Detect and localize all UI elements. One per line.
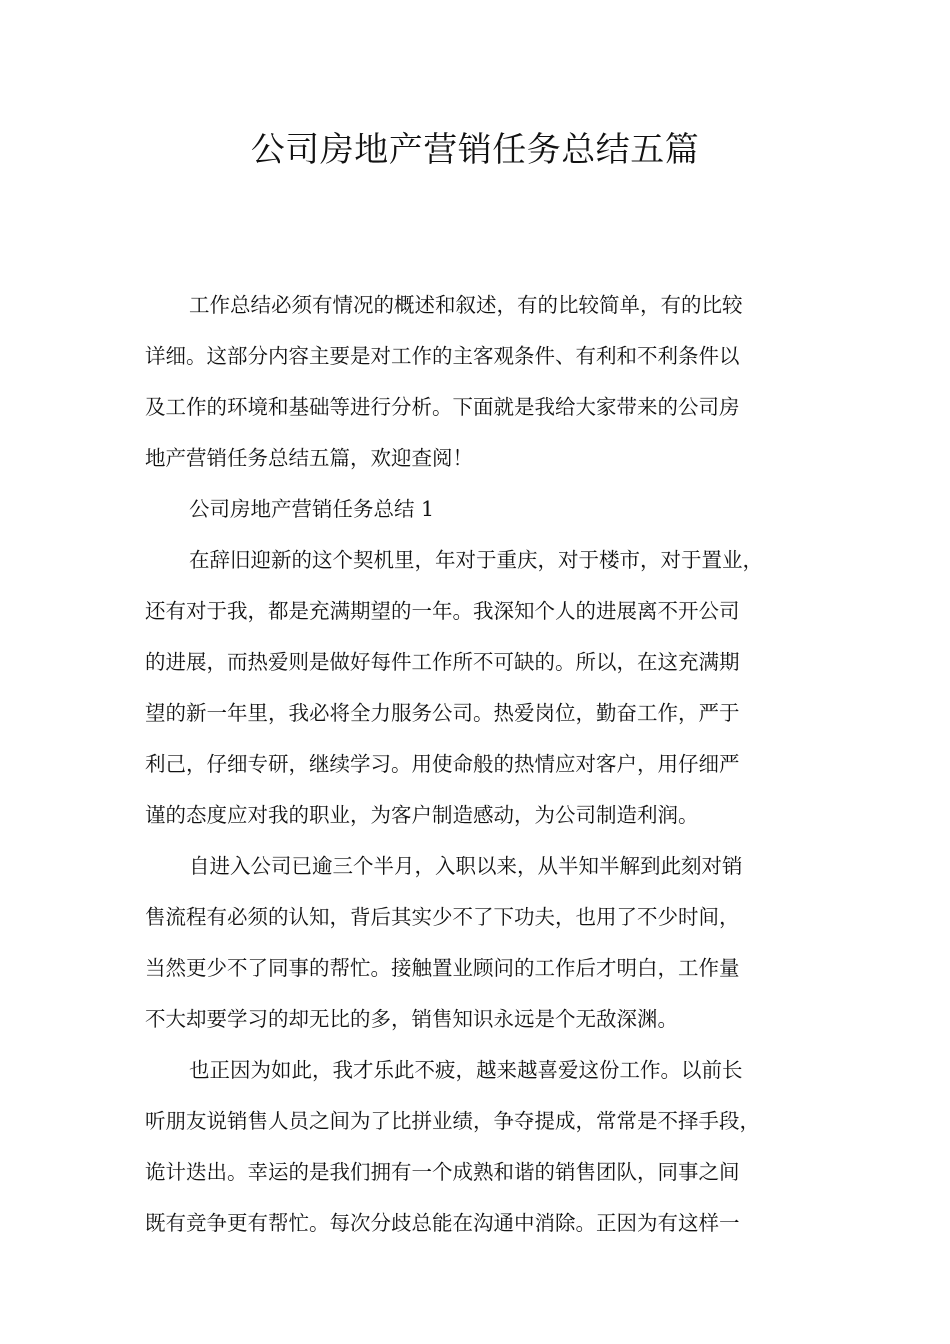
text-line: 利己，仔细专研，继续学习。用使命般的热情应对客户，用仔细严	[145, 752, 740, 776]
paragraph-body	[145, 535, 825, 841]
text-line: 既有竞争更有帮忙。每次分歧总能在沟通中消除。正因为有这样一	[145, 1211, 740, 1235]
text-line: 在辞旧迎新的这个契机里，年对于重庆，对于楼市，对于置业，	[189, 548, 763, 572]
text-line: 当然更少不了同事的帮忙。接触置业顾问的工作后才明白，工作量	[145, 956, 740, 980]
text-line: 及工作的环境和基础等进行分析。下面就是我给大家带来的公司房	[145, 395, 740, 419]
section-heading-text: 公司房地产营销任务总结 1	[189, 497, 435, 521]
text-line: 工作总结必须有情况的概述和叙述，有的比较简单，有的比较	[189, 293, 743, 317]
text-line: 听朋友说销售人员之间为了比拼业绩，争夺提成，常常是不择手段，	[145, 1109, 760, 1133]
text-line: 详细。这部分内容主要是对工作的主客观条件、有利和不利条件以	[145, 344, 740, 368]
text-line: 也正因为如此，我才乐此不疲，越来越喜爱这份工作。以前长	[189, 1058, 743, 1082]
paragraph-body	[145, 1045, 825, 1249]
text-line: 地产营销任务总结五篇，欢迎查阅！	[145, 446, 473, 470]
text-line: 售流程有必须的认知，背后其实少不了下功夫，也用了不少时间，	[145, 905, 740, 929]
paragraph-body	[145, 841, 825, 1045]
section-heading	[145, 484, 825, 535]
document-title: 公司房地产营销任务总结五篇	[250, 130, 700, 170]
text-line: 望的新一年里，我必将全力服务公司。热爱岗位，勤奋工作，严于	[145, 701, 740, 725]
document-body	[145, 280, 825, 1249]
text-line: 自进入公司已逾三个半月，入职以来，从半知半解到此刻对销	[189, 854, 743, 878]
text-line: 不大却要学习的却无比的多，销售知识永远是个无敌深渊。	[145, 1007, 678, 1031]
text-line: 谨的态度应对我的职业，为客户制造感动，为公司制造利润。	[145, 803, 699, 827]
text-line: 还有对于我，都是充满期望的一年。我深知个人的进展离不开公司	[145, 599, 740, 623]
text-line: 的进展，而热爱则是做好每件工作所不可缺的。所以，在这充满期	[145, 650, 740, 674]
paragraph-intro	[145, 280, 825, 484]
text-line: 诡计迭出。幸运的是我们拥有一个成熟和谐的销售团队，同事之间	[145, 1160, 740, 1184]
